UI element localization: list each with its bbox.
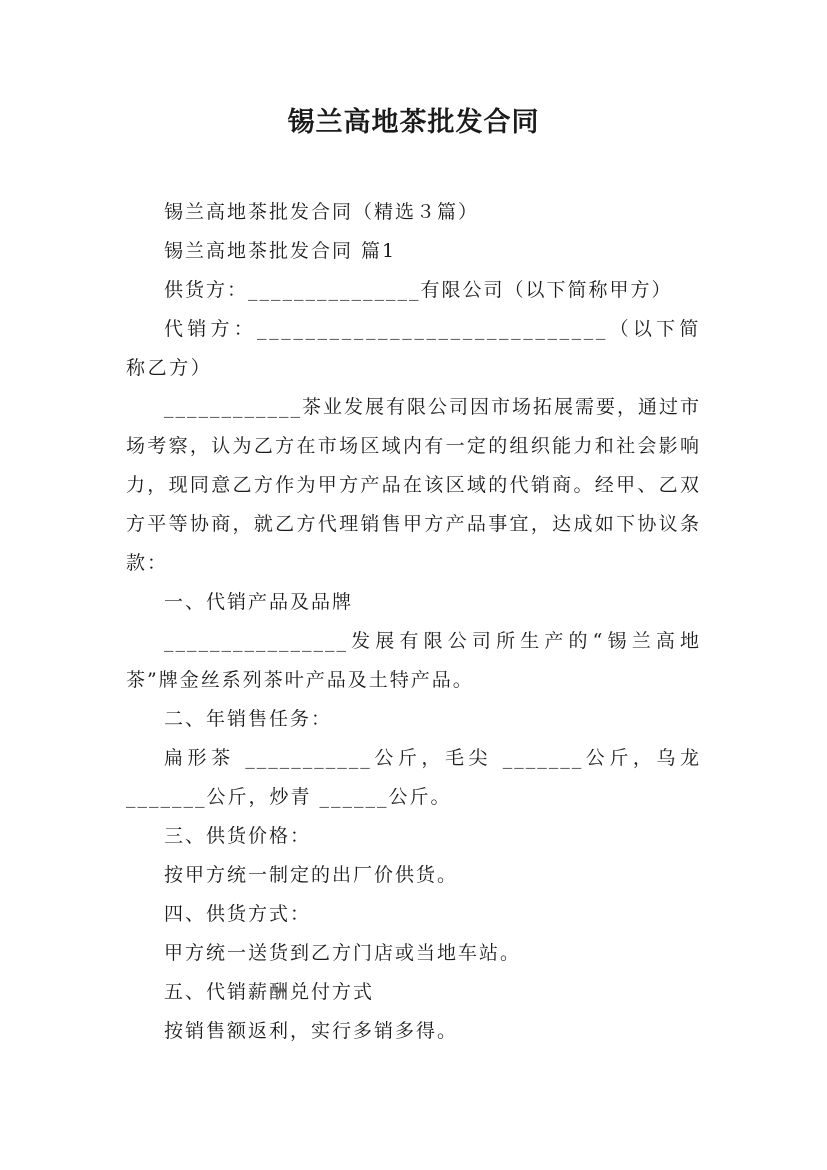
- paragraph-preamble: ____________茶业发展有限公司因市场拓展需要，通过市场考察，认为乙方在市场区域内有一定的组织能力和社会影响力，现同意乙方作为甲方产品在该区域的代销商。经甲、乙双方平等协商，就乙方代理销售甲方产品事宜，达成如下协议条款：: [126, 396, 702, 574]
- clause-body-5: 按销售额返利，实行多销多得。: [164, 1020, 459, 1042]
- clause-body-1: ________________发展有限公司所生产的“锡兰高地茶”牌金丝系列茶叶产品及土特产品。: [126, 630, 701, 691]
- paragraph-section-heading: 锡兰高地茶批发合同 篇1: [164, 240, 397, 262]
- clause-heading-2: 二、年销售任务：: [164, 708, 333, 730]
- document-title: 锡兰高地茶批发合同: [287, 107, 540, 138]
- clause-heading-3: 三、供货价格：: [164, 825, 312, 847]
- clause-body-2: 扁形茶 ___________公斤，毛尖 _______公斤，乌龙_______公斤，炒青 ______公斤。: [126, 747, 701, 808]
- clause-heading-5: 五、代销薪酬兑付方式: [164, 981, 375, 1003]
- clause-body-4: 甲方统一送货到乙方门店或当地车站。: [164, 942, 522, 964]
- paragraph-distributor: 代销方：_____________________________（以下简称乙方）: [126, 318, 701, 379]
- paragraph-subtitle: 锡兰高地茶批发合同（精选３篇）: [164, 201, 480, 223]
- document-body: [126, 193, 701, 1051]
- clause-body-3: 按甲方统一制定的出厂价供货。: [164, 864, 459, 886]
- clause-heading-1: 一、代销产品及品牌: [164, 591, 354, 613]
- paragraph-supplier: 供货方：_______________有限公司（以下简称甲方）: [164, 279, 673, 301]
- clause-heading-4: 四、供货方式：: [164, 903, 312, 925]
